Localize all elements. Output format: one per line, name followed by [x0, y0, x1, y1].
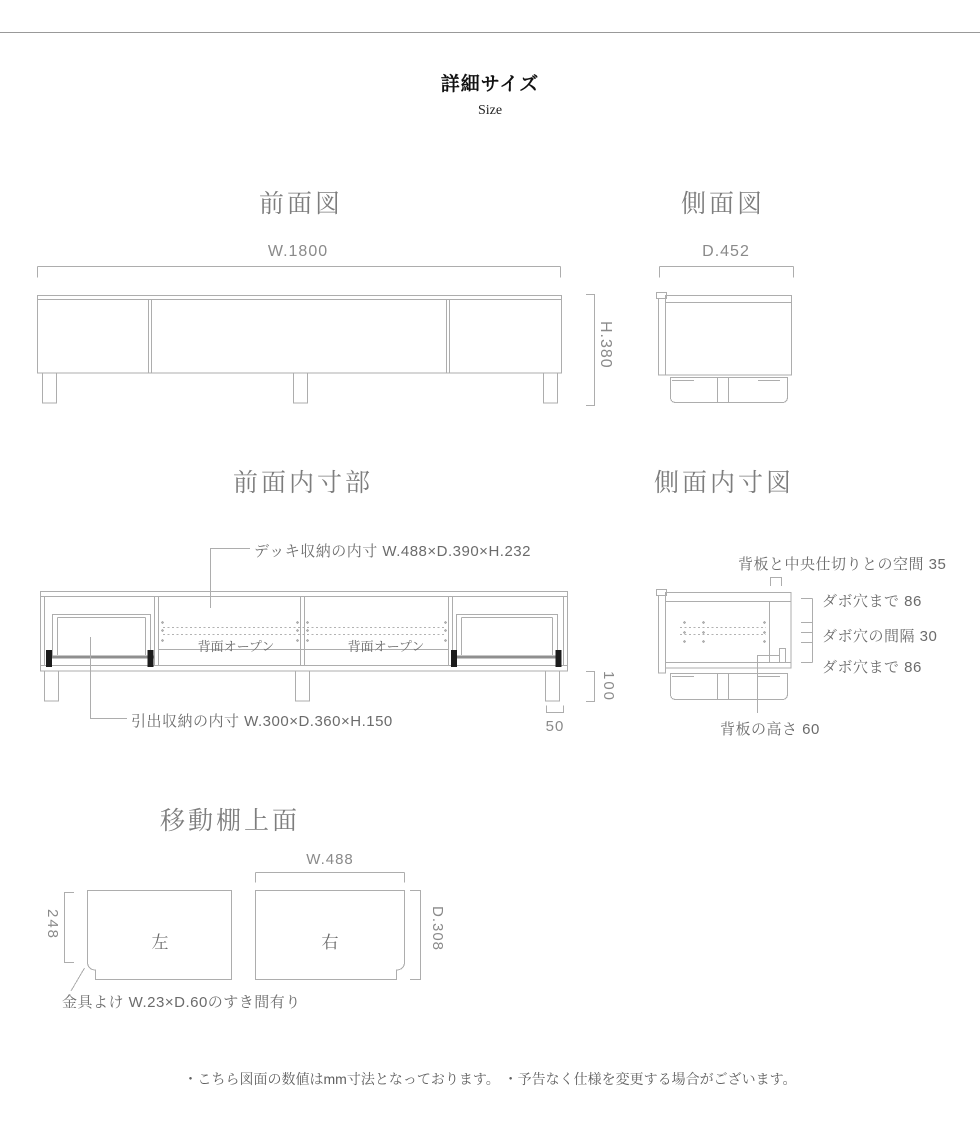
- right-shelf-label: 右: [321, 933, 339, 952]
- front-leg-left: [43, 373, 57, 403]
- dowel-dim-bracket: [801, 599, 813, 663]
- height-dim-bracket: [586, 295, 595, 406]
- front-leg-right: [544, 373, 558, 403]
- side-dowel-holes: [683, 621, 766, 643]
- side-depth-label: D.452: [702, 243, 750, 260]
- shelf-depth-248-bracket: [65, 893, 75, 963]
- open-back-label-right: 背面オープン: [347, 639, 425, 654]
- side-inner-title: 側面内寸図: [653, 469, 794, 497]
- right-drawer: [451, 615, 562, 668]
- open-back-label-left: 背面オープン: [197, 639, 275, 654]
- back-height-leader: [758, 656, 780, 714]
- back-height-note: 背板の高さ 60: [720, 721, 820, 738]
- left-shelf-label: 左: [151, 933, 169, 952]
- left-drawer: [46, 615, 154, 668]
- clearance-label: 100: [600, 671, 617, 703]
- page-subtitle: Size: [477, 103, 503, 118]
- deck-note-leader: [211, 549, 251, 609]
- front-inner-drawing: [41, 549, 595, 719]
- shelf-view-title: 移動棚上面: [159, 807, 300, 835]
- clearance-dim-bracket: [586, 672, 595, 702]
- footer-note: ・こちら図面の数値はmm寸法となっております。 ・予告なく仕様を変更する場合がございます。: [183, 1071, 797, 1087]
- front-view-title: 前面図: [258, 190, 343, 218]
- shelf-width-label: W.488: [306, 851, 354, 868]
- drawer-storage-note: 引出収納の内寸 W.300×D.360×H.150: [131, 713, 393, 730]
- inner-leg-center: [296, 671, 310, 701]
- dowel-spacing-note: ダボ穴の間隔 30: [822, 628, 938, 645]
- shelf-depth-308-bracket: [410, 891, 421, 980]
- dowel-bottom-note: ダボ穴まで 86: [822, 659, 922, 676]
- dowel-top-note: ダボ穴まで 86: [822, 593, 922, 610]
- side-inner-drawing: [657, 578, 813, 714]
- front-height-label: H.380: [597, 321, 614, 369]
- back-panel: [780, 649, 786, 663]
- shelf-depth-label: D.308: [429, 906, 446, 952]
- front-leg-center: [294, 373, 308, 403]
- front-inner-title: 前面内寸部: [232, 469, 373, 497]
- shelf-left-depth-label: 248: [44, 909, 61, 941]
- front-view-drawing: [38, 267, 595, 406]
- notch-note: 金具よけ W.23×D.60のすき間有り: [62, 994, 301, 1011]
- inner-leg-left: [45, 671, 59, 701]
- drawer-note-leader: [91, 637, 128, 719]
- gap-dim-bracket: [771, 578, 782, 587]
- back-gap-note: 背板と中央仕切りとの空間 35: [738, 556, 947, 573]
- inner-leg-right: [546, 671, 560, 701]
- leg-width-dim-bracket: [547, 706, 564, 713]
- side-view-drawing: [657, 267, 794, 403]
- deck-storage-note: デッキ収納の内寸 W.488×D.390×H.232: [254, 543, 531, 560]
- side-view-title: 側面図: [680, 190, 765, 218]
- front-width-label: W.1800: [267, 243, 329, 260]
- notch-note-leader: [71, 968, 85, 991]
- leg-width-label: 50: [545, 718, 565, 735]
- page-title: 詳細サイズ: [440, 74, 540, 95]
